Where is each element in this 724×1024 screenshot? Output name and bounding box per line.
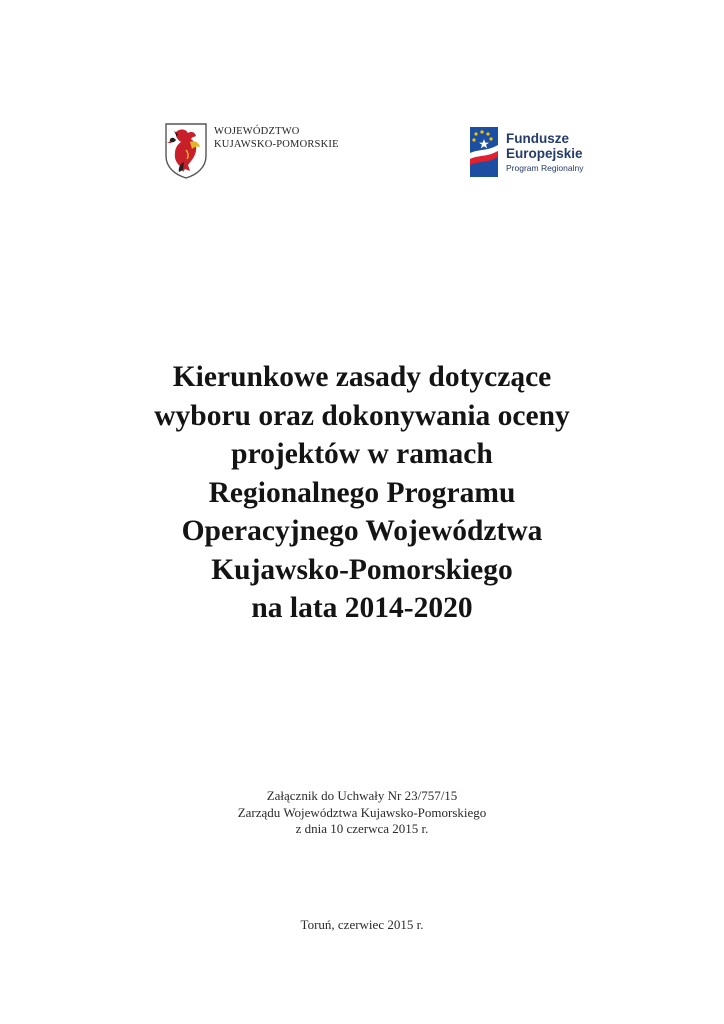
title-line-1: Kierunkowe zasady dotyczące — [172, 361, 552, 393]
title-line-2: wyboru oraz dokonywania oceny — [154, 399, 570, 432]
region-logo — [164, 122, 339, 182]
eu-funds-line1: Fundusze — [506, 130, 569, 146]
eu-funds-line2: Europejskie — [506, 145, 583, 161]
title-line-3: projektów w ramach — [231, 438, 493, 470]
region-name-line2: KUJAWSKO-POMORSKIE — [214, 139, 339, 150]
document-title — [80, 358, 644, 628]
region-name-line1: WOJEWÓDZTWO — [214, 126, 300, 137]
region-name — [214, 125, 339, 151]
annex-line-1: Załącznik do Uchwały Nr 23/757/15 — [266, 788, 458, 803]
eu-funds-line3: Program Regionalny — [506, 162, 584, 173]
title-line-7: na lata 2014-2020 — [251, 592, 473, 624]
griffin-coat-of-arms-icon — [164, 122, 208, 180]
eu-funds-text — [506, 131, 583, 174]
title-line-4: Regionalnego Programu — [208, 476, 516, 509]
annex-line-2: Zarządu Województwa Kujawsko-Pomorskiego — [237, 804, 487, 820]
annex-note — [120, 788, 604, 838]
eu-funds-flag-icon — [470, 127, 498, 177]
eu-funds-logo — [470, 126, 583, 178]
title-line-6: Kujawsko-Pomorskiego — [211, 553, 513, 586]
annex-line-3: z dnia 10 czerwca 2015 r. — [295, 821, 429, 836]
title-line-5: Operacyjnego Województwa — [181, 515, 543, 547]
place-date: Toruń, czerwiec 2015 r. — [300, 917, 424, 932]
